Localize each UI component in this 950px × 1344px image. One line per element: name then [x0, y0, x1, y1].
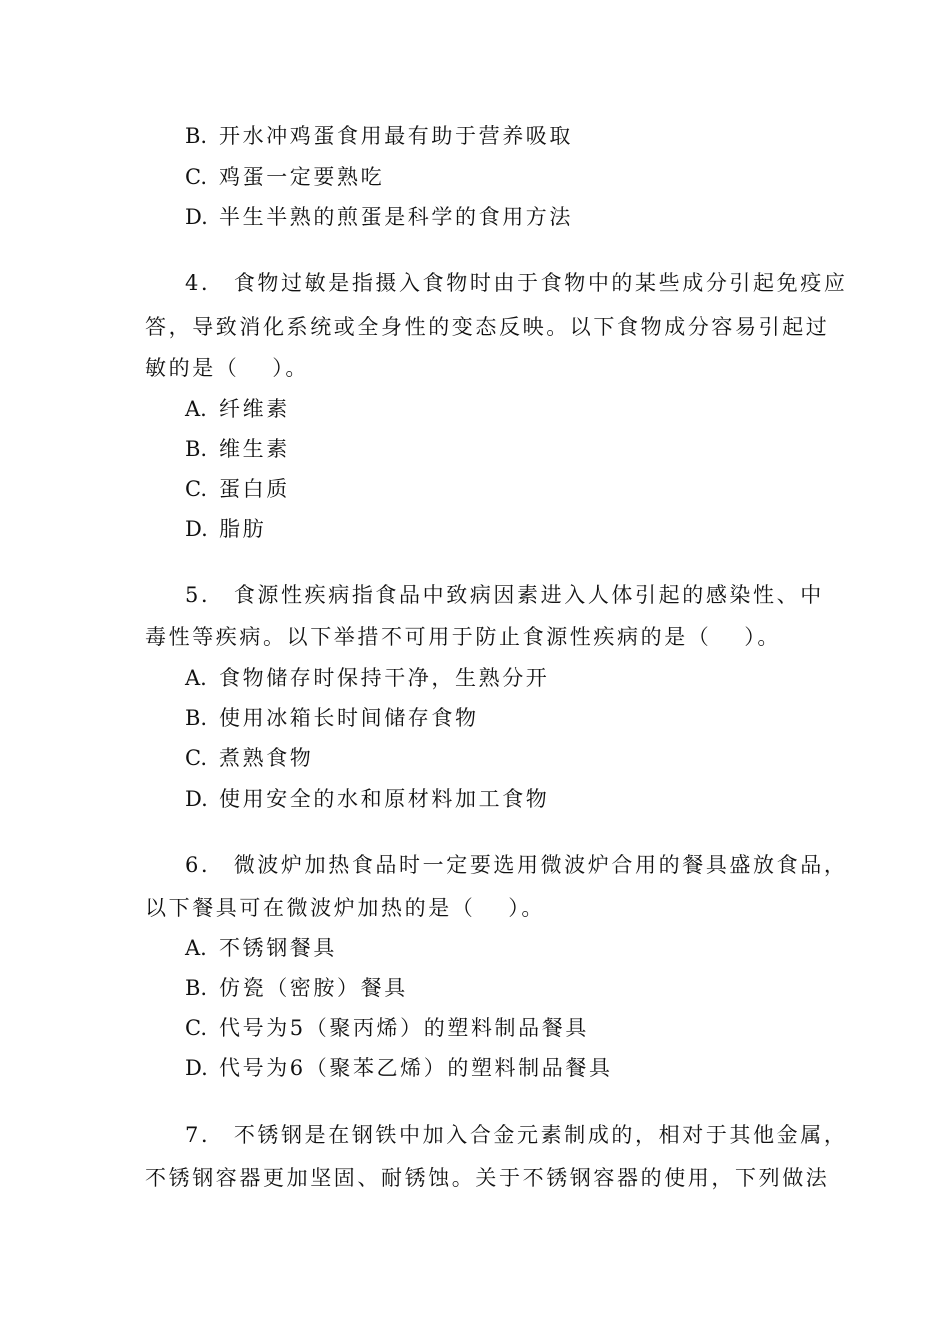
option-text: 脂肪 [219, 517, 267, 541]
q6-option-a [185, 933, 337, 963]
option-text: 仿瓷（密胺）餐具 [219, 976, 408, 1000]
option-text: 食物储存时保持干净，生熟分开 [219, 666, 550, 690]
option-text: 使用冰箱长时间储存食物 [219, 706, 479, 730]
option-label: D. [185, 205, 208, 229]
option-text: 代号为5（聚丙烯）的塑料制品餐具 [219, 1016, 589, 1040]
q5-stem-line-1: 5． 食源性疾病指食品中致病因素进入人体引起的感染性、中 [185, 583, 824, 607]
option-text: 不锈钢餐具 [219, 936, 337, 960]
q4-stem-line-2: 答，导致消化系统或全身性的变态反映。以下食物成分容易引起过 [145, 315, 830, 339]
option-label: B. [185, 437, 208, 461]
q4-stem-line-1: 4． 食物过敏是指摄入食物时由于食物中的某些成分引起免疫应 [185, 271, 848, 295]
option-label: D. [185, 1056, 208, 1080]
q5-option-d [185, 784, 549, 814]
q3-option-d [185, 202, 573, 232]
option-text: 使用安全的水和原材料加工食物 [219, 787, 550, 811]
option-text: 代号为6（聚苯乙烯）的塑料制品餐具 [219, 1056, 613, 1080]
option-label: B. [185, 706, 208, 730]
option-text: 蛋白质 [219, 477, 290, 501]
q4-option-b [185, 434, 290, 464]
option-text: 鸡蛋一定要熟吃 [219, 165, 385, 189]
option-label: D. [185, 517, 208, 541]
q4-option-c [185, 474, 290, 504]
q3-option-c [185, 162, 384, 192]
option-label: C. [185, 1016, 207, 1040]
q7-stem-line-1: 7． 不锈钢是在钢铁中加入合金元素制成的，相对于其他金属， [185, 1123, 848, 1147]
option-text: 维生素 [219, 437, 290, 461]
q5-option-c [185, 743, 313, 773]
q5-stem-line-2: 毒性等疾病。以下举措不可用于防止食源性疾病的是（ ）。 [145, 625, 781, 649]
option-label: A. [185, 666, 207, 690]
q6-option-b [185, 973, 408, 1003]
option-label: D. [185, 787, 208, 811]
q6-stem-line-2: 以下餐具可在微波炉加热的是（ ）。 [145, 896, 545, 920]
option-text: 半生半熟的煎蛋是科学的食用方法 [219, 205, 573, 229]
q7-stem-line-2: 不锈钢容器更加坚固、耐锈蚀。关于不锈钢容器的使用，下列做法 [145, 1166, 830, 1190]
q5-option-b [185, 703, 479, 733]
q6-stem-line-1: 6． 微波炉加热食品时一定要选用微波炉合用的餐具盛放食品， [185, 853, 848, 877]
q6-option-d [185, 1053, 613, 1083]
option-label: A. [185, 936, 207, 960]
q4-stem-line-3: 敏的是（ ）。 [145, 356, 309, 380]
option-label: A. [185, 397, 207, 421]
q4-option-d [185, 514, 266, 544]
option-label: B. [185, 124, 208, 148]
option-text: 纤维素 [219, 397, 290, 421]
option-text: 煮熟食物 [219, 746, 314, 770]
q3-option-b [185, 121, 573, 151]
option-label: B. [185, 976, 208, 1000]
option-label: C. [185, 477, 207, 501]
option-label: C. [185, 165, 207, 189]
q6-option-c [185, 1013, 589, 1043]
option-label: C. [185, 746, 207, 770]
q5-option-a [185, 663, 549, 693]
option-text: 开水冲鸡蛋食用最有助于营养吸取 [219, 124, 573, 148]
q4-option-a [185, 394, 290, 424]
